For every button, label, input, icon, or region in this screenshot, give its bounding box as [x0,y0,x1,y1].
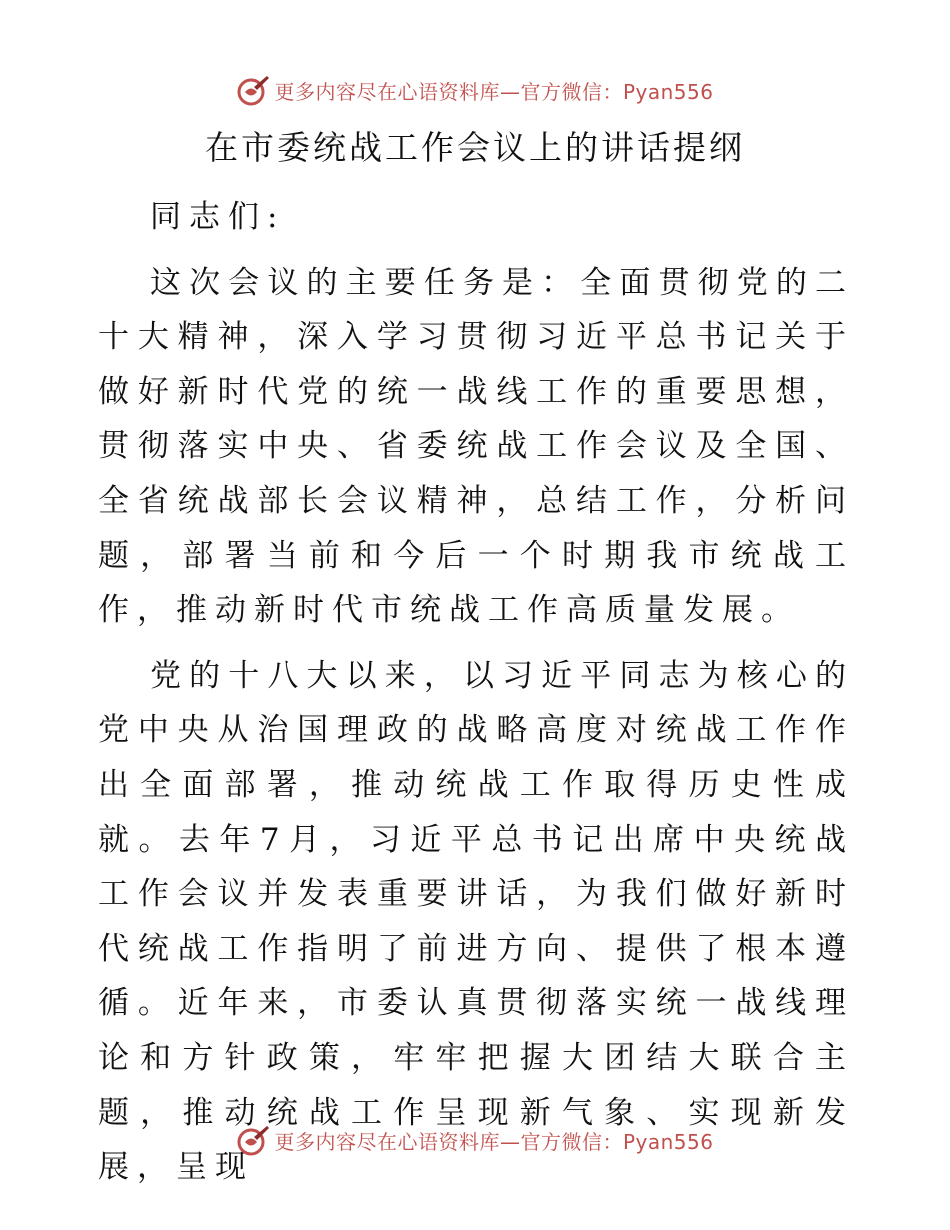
red-pen-seal-icon [236,1123,270,1157]
red-pen-seal-icon [236,73,270,107]
document-body [98,190,854,1195]
watermark-text: 更多内容尽在心语资料库—官方微信：Pyan556 [274,1129,714,1154]
footer-watermark [0,1120,950,1160]
header-watermark [0,70,950,110]
page-title: 在市委统战工作会议上的讲话提纲 [205,128,745,167]
greeting: 同志们: [150,199,286,235]
watermark-text: 更多内容尽在心语资料库—官方微信：Pyan556 [274,79,714,104]
paragraph-2: 党的十八大以来，以习近平同志为核心的党中央从治国理政的战略高度对统战工作作出全面部署，推动统战工作取得历史性成就。去年7月，习近平总书记出席中央统战工作会议并发表重要讲话，为我们做好新时代统战工作指明了前进方向、提供了根本遵循。近年来，市委认真贯彻落实统一战线理论和方针政策，牢牢把握大团结大联合主题，推动统战工作呈现新气象、实现新发展，呈现 [98,657,854,1186]
paragraph-1: 这次会议的主要任务是：全面贯彻党的二十大精神，深入学习贯彻习近平总书记关于做好新时代党的统一战线工作的重要思想，贯彻落实中央、省委统战工作会议及全国、全省统战部长会议精神，总结工作，分析问题，部署当前和今后一个时期我市统战工作，推动新时代市统战工作高质量发展。 [98,264,854,629]
